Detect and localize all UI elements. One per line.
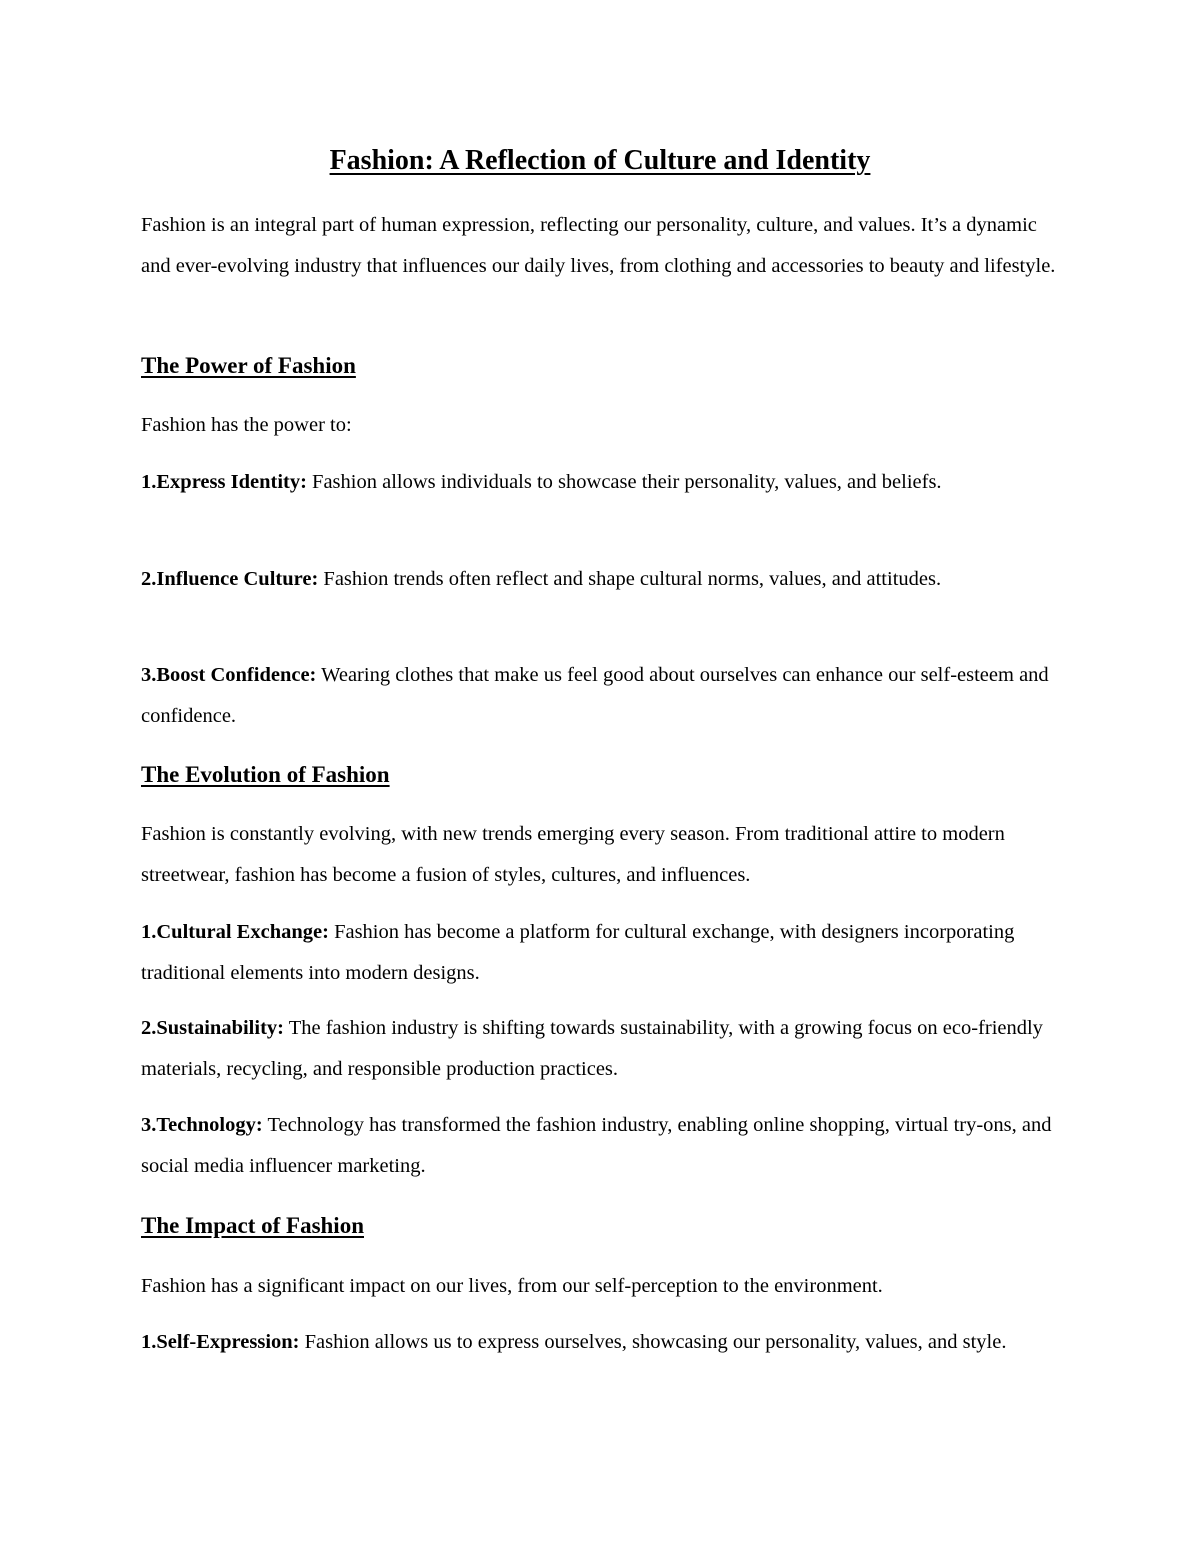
list-item-label: 1.Cultural Exchange: bbox=[141, 921, 329, 943]
intro-paragraph: Fashion is an integral part of human expression, reflecting our personality, culture, and values. It’s a dynamic and ever-evolving industry that influences our daily lives, from clothing and accessories to beauty and lifestyle. bbox=[141, 214, 1056, 277]
list-item-text: Fashion allows us to express ourselves, showcasing our personality, values, and style. bbox=[299, 1331, 1007, 1353]
list-item-boost-confidence bbox=[141, 655, 1071, 737]
list-item-label: 2.Sustainability: bbox=[141, 1017, 284, 1039]
list-item-text: Wearing clothes that make us feel good about ourselves can enhance our self-esteem and confidence. bbox=[141, 664, 1049, 727]
list-item-technology bbox=[141, 1105, 1071, 1187]
list-item-label: 2.Influence Culture: bbox=[141, 568, 319, 590]
list-item-influence-culture bbox=[141, 559, 1071, 600]
list-item-sustainability bbox=[141, 1008, 1071, 1090]
list-item-label: 3.Boost Confidence: bbox=[141, 664, 317, 686]
list-item-cultural-exchange bbox=[141, 912, 1071, 994]
document-title: Fashion: A Reflection of Culture and Identity bbox=[329, 145, 871, 176]
section-lead-power: Fashion has the power to: bbox=[141, 414, 352, 436]
section-heading-impact: The Impact of Fashion bbox=[141, 1213, 364, 1238]
list-item-self-expression bbox=[141, 1322, 1071, 1363]
section-heading-evolution: The Evolution of Fashion bbox=[141, 762, 390, 787]
list-item-text: Technology has transformed the fashion industry, enabling online shopping, virtual try-ons, and social media influencer marketing. bbox=[141, 1114, 1052, 1177]
list-item-text: Fashion allows individuals to showcase their personality, values, and beliefs. bbox=[306, 471, 942, 493]
list-item-label: 3.Technology: bbox=[141, 1114, 263, 1136]
section-lead-evolution: Fashion is constantly evolving, with new trends emerging every season. From traditional attire to modern streetwear, fashion has become a fusion of styles, cultures, and influences. bbox=[141, 823, 1005, 886]
list-item-express-identity bbox=[141, 462, 1071, 503]
list-item-label: 1.Self-Expression: bbox=[141, 1331, 300, 1353]
list-item-label: 1.Express Identity: bbox=[141, 471, 307, 493]
list-item-text: Fashion has become a platform for cultural exchange, with designers incorporating traditional elements into modern designs. bbox=[141, 921, 1015, 984]
section-heading-power: The Power of Fashion bbox=[141, 353, 356, 378]
list-item-text: Fashion trends often reflect and shape cultural norms, values, and attitudes. bbox=[318, 568, 942, 590]
list-item-text: The fashion industry is shifting towards sustainability, with a growing focus on eco-friendly materials, recycling, and responsible production practices. bbox=[141, 1017, 1043, 1080]
section-lead-impact: Fashion has a significant impact on our lives, from our self-perception to the environment. bbox=[141, 1275, 883, 1297]
